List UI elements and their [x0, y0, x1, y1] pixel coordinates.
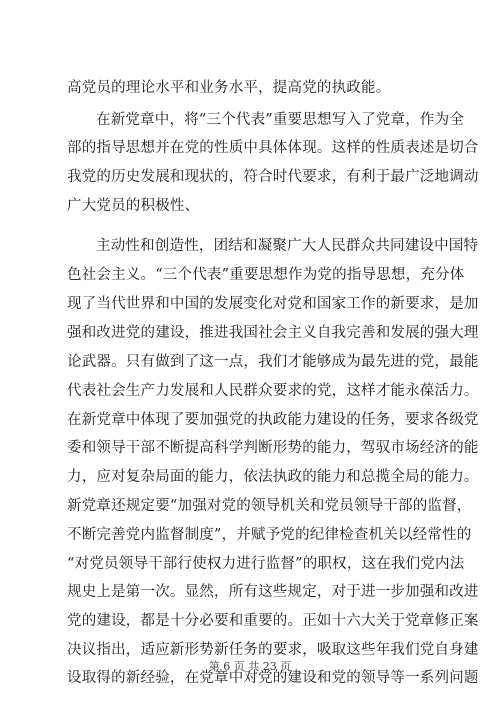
text-line: 力，应对复杂局面的能力，依法执政的能力和总揽全局的能力。 [67, 469, 479, 485]
text-line: “对党员领导干部行使权力进行监督”的职权，这在我们党内法 [67, 556, 465, 572]
text-line: 现了当代世界和中国的发展变化对党和国家工作的新要求，是加 [67, 296, 479, 312]
text-line: 代表社会生产力发展和人民群众要求的党，这样才能永葆活力。 [67, 383, 479, 399]
text-line: 设取得的新经验，在党章中对党的建设和党的领导等一系列问题 [67, 670, 479, 686]
text-line: 在新党章中，将“三个代表”重要思想写入了党章，作为全 [96, 112, 465, 128]
text-line: 委和领导干部不断提高科学判断形势的能力，驾驭市场经济的能 [67, 440, 479, 456]
text-line: 决议指出，适应新形势新任务的要求，吸取这些年我们党自身建 [67, 642, 479, 658]
text-line: 党的建设，都是十分必要和重要的。正如十六大关于党章修正案 [67, 613, 479, 629]
text-line: 规史上是第一次。显然，所有这些规定，对于进一步加强和改进 [67, 584, 479, 600]
text-line: 广大党员的积极性、 [67, 198, 200, 214]
text-line: 高党员的理论水平和业务水平，提高党的执政能。 [67, 80, 391, 96]
page-number: 第 6 页 共 23 页 [208, 660, 292, 673]
text-line: 在新党章中体现了要加强党的执政能力建设的任务，要求各级党 [67, 412, 479, 428]
text-line: 主动性和创造性，团结和凝聚广大人民群众共同建设中国特 [96, 238, 479, 254]
text-line: 部的指导思想并在党的性质中具体体现。这样的性质表述是切合 [67, 140, 479, 156]
text-line: 强和改进党的建设，推进我国社会主义自我完善和发展的强大理 [67, 325, 479, 341]
text-line: 论武器。只有做到了这一点，我们才能够成为最先进的党，最能 [67, 354, 479, 370]
text-line: 不断完善党内监督制度”，并赋予党的纪律检查机关以经常性的 [67, 527, 472, 543]
text-line: 我党的历史发展和现状的，符合时代要求，有利于最广泛地调动 [67, 169, 479, 185]
text-line: 色社会主义。“三个代表”重要思想作为党的指导思想，充分体 [67, 267, 465, 283]
text-line: 新党章还规定要“加强对党的领导机关和党员领导干部的监督， [67, 498, 472, 514]
